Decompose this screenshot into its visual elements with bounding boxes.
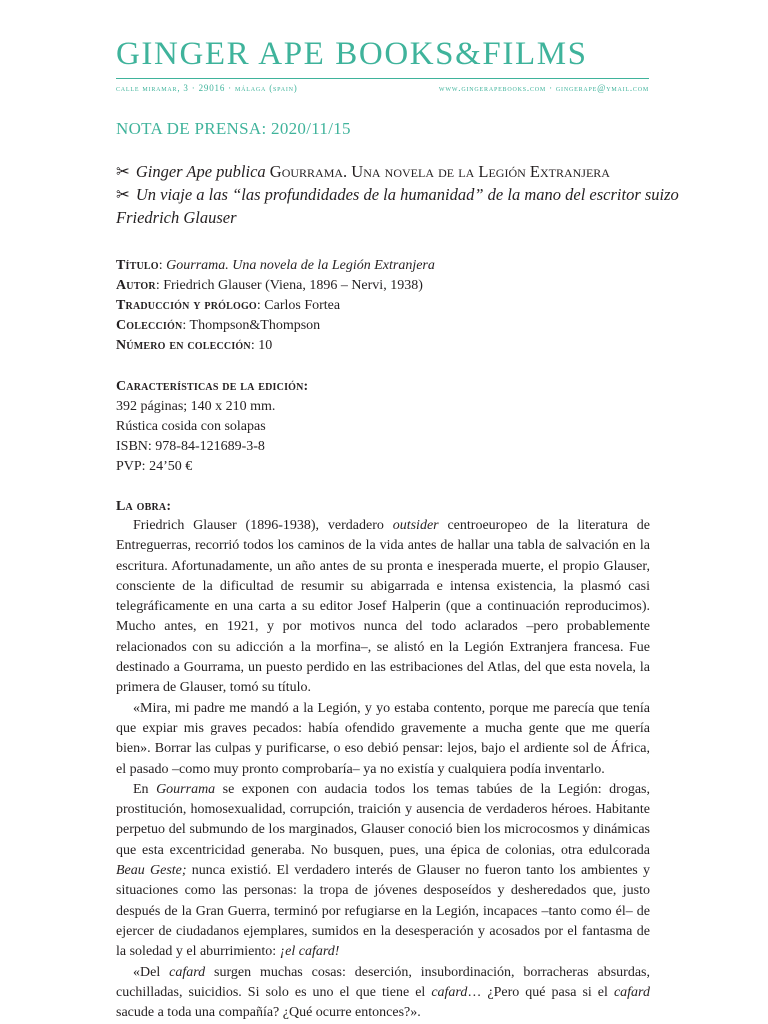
features-heading: Características de la edición: bbox=[116, 379, 309, 394]
features-price: PVP: 24’50 € bbox=[116, 459, 193, 474]
brand-title: GINGER APE BOOKS&FILMS bbox=[116, 36, 588, 72]
meta-value: 10 bbox=[258, 338, 273, 353]
meta-value: Carlos Fortea bbox=[264, 298, 341, 313]
meta-label: Autor bbox=[116, 278, 156, 293]
press-note-date: NOTA DE PRENSA: 2020/11/15 bbox=[116, 119, 351, 138]
section-heading-obra: La obra: bbox=[116, 499, 172, 514]
book-metadata bbox=[116, 256, 676, 356]
contact-line: www.gingerapebooks.com · gingerape@ymail.com bbox=[438, 83, 649, 93]
paragraph: «Mira, mi padre me mandó a la Legión, y yo estaba contento, porque me parecía que tenía que expiar mis graves pecados: había ofendido gravemente a mucha gente que me quería bien». Borrar las culpas y purificarse, o eso debió pensar: lejos, bajo el ardiente sol de África, el pasado –como muy pronto comprobaría– ya no existía y cualquiera podía inventarlo. bbox=[116, 700, 650, 777]
meta-label: Traducción y prólogo bbox=[116, 298, 257, 313]
meta-value: Friedrich Glauser (Viena, 1896 – Nervi, 1938) bbox=[163, 278, 423, 293]
edition-features bbox=[116, 377, 676, 477]
paragraph: En Gourrama se exponen con audacia todos los temas tabúes de la Legión: drogas, prostitución, homosexualidad, corrupción, traición y ausencia de verdaderos héroes. Habitante perpetuo del submundo de los marginados, Glauser conoció bien los microcosmos y dinámicas que esta excentricidad generaba. No busquen, pues, una épica de colonias, otra edulcorada Beau Geste; nunca existió. El verdadero interés de Glauser no fueron tanto los ambientes y situaciones como las personas: la tropa de jóvenes desposeídos y desheredados que, justo después de la Gran Guerra, terminó por refugiarse en la Legión, incapaces –tanto como él– de ejercer de ciudadanos ejemplares, sumidos en la desesperación y acosados por el fantasma de la soledad y el aburrimiento: ¡el cafard! bbox=[116, 781, 650, 960]
meta-value: Gourrama. Una novela de la Legión Extranjera bbox=[166, 258, 435, 273]
paragraph: «Del cafard surgen muchas cosas: deserción, insubordinación, borracheras absurdas, cuchilladas, suicidios. Si solo es uno el que tiene el cafard… ¿Pero qué pasa si el cafard sacude a toda una compañía? ¿Qué ocurre entonces?». bbox=[116, 964, 650, 1021]
headlines bbox=[116, 160, 681, 229]
header-rule bbox=[116, 78, 649, 79]
scissors-icon: ✂ bbox=[116, 185, 130, 204]
meta-collection-row: Colección: Thompson&Thompson bbox=[116, 318, 321, 333]
headline-1-caps: Gourrama. Una novela de la Legión Extranjera bbox=[269, 162, 610, 181]
features-isbn: ISBN: 978-84-121689-3-8 bbox=[116, 439, 265, 454]
meta-author-row: Autor: Friedrich Glauser (Viena, 1896 – Nervi, 1938) bbox=[116, 278, 423, 293]
meta-number-row: Número en colección: 10 bbox=[116, 338, 273, 353]
meta-label: Colección bbox=[116, 318, 183, 333]
headline-2-text: Un viaje a las “las profundidades de la humanidad” de la mano del escritor suizo Friedrich Glauser bbox=[116, 185, 679, 227]
meta-label: Título bbox=[116, 258, 159, 273]
meta-value: Thompson&Thompson bbox=[189, 318, 321, 333]
headline-1-italic: Ginger Ape publica bbox=[135, 162, 266, 181]
meta-title-row: Título: Gourrama. Una novela de la Legión Extranjera bbox=[116, 258, 435, 273]
features-binding: Rústica cosida con solapas bbox=[116, 419, 266, 434]
meta-label: Número en colección bbox=[116, 338, 251, 353]
address-line: calle miramar, 3 · 29016 · málaga (spain) bbox=[116, 83, 298, 93]
paragraph: Friedrich Glauser (1896-1938), verdadero outsider centroeuropeo de la literatura de Entreguerras, recorrió todos los caminos de la vida antes de hallar una tabla de salvación en la escritura. Afortunadamente, un año antes de su pronta e inesperada muerte, el propio Glauser, consciente de la dificultad de resumir su abigarrada e intensa existencia, la plasmó casi telegráficamente en una carta a su editor Josef Halperin (que a continuación reproducimos). Mucho antes, en 1921, y por motivos nunca del todo aclarados –pero probablemente relacionados con su adicción a la morfina–, se alistó en la Legión Extranjera francesa. Fue destinado a Gourrama, un puesto perdido en las estribaciones del Atlas, del que esta novela, la primera de Glauser, tomó su título. bbox=[116, 518, 650, 696]
headline-2 bbox=[116, 183, 681, 229]
features-pages: 392 páginas; 140 x 210 mm. bbox=[116, 399, 276, 414]
headline-1 bbox=[116, 160, 681, 183]
body-text bbox=[116, 516, 650, 1023]
meta-translation-row: Traducción y prólogo: Carlos Fortea bbox=[116, 298, 341, 313]
scissors-icon: ✂ bbox=[116, 162, 130, 181]
